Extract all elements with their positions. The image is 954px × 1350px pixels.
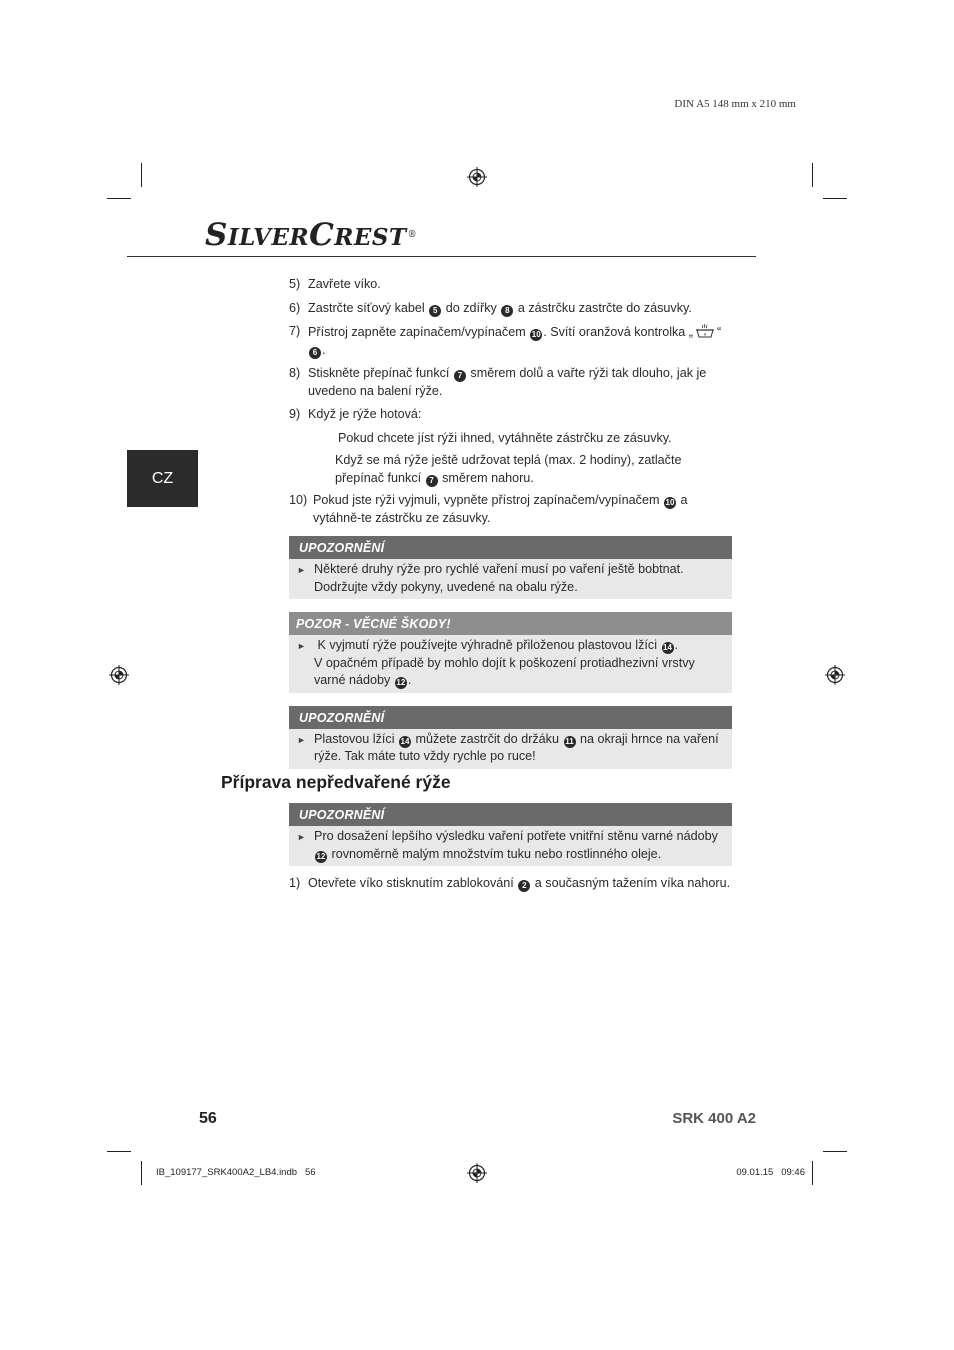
- crop-mark-icon: [141, 163, 142, 187]
- crop-mark-icon: [823, 198, 847, 199]
- registered-mark: ®: [407, 230, 418, 240]
- step-1: [289, 875, 732, 893]
- print-timestamp: 09.01.15 09:46: [736, 1167, 805, 1178]
- warning-heading: POZOR - VĚCNÉ ŠKODY!: [289, 612, 732, 635]
- registration-mark-icon: [467, 1163, 487, 1183]
- brand-letter: S: [205, 217, 228, 253]
- section-title: Příprava nepředvařené rýže: [221, 772, 451, 792]
- step-text: Když je rýže hotová:: [308, 407, 422, 421]
- brand-letters: ILVER: [227, 224, 310, 251]
- step-9: [289, 406, 732, 424]
- section-content: [289, 803, 732, 893]
- keep-warm-lamp-icon: [694, 323, 716, 340]
- part-number-badge: 7: [454, 370, 466, 382]
- crop-mark-icon: [141, 1161, 142, 1185]
- note-box: [289, 706, 732, 769]
- part-number-badge: 12: [316, 851, 326, 861]
- note-text: Některé druhy rýže pro rychlé vaření musí po vaření ještě bobtnat. Dodržujte vždy pokyny, uvedené na obalu rýže.: [314, 562, 684, 594]
- part-number-badge: 6: [309, 347, 321, 359]
- note-heading: UPOZORNĚNÍ: [289, 803, 732, 826]
- step-number: 10): [289, 493, 308, 507]
- part-number-badge: 10: [531, 330, 541, 339]
- step-text: Přístroj zapněte zapínačem/vypínačem 10 . Svítí oranžová kontrolka „ o “ 6 .: [308, 325, 722, 357]
- warning-text: K vyjmutí rýže používejte výhradně přiloženou plastovou lžíci 14 . V opačném případě by mohlo dojít k poškození protiadhezivní vrstvy varné nádoby 12 .: [314, 638, 695, 687]
- step-text: Zavřete víko.: [308, 277, 381, 291]
- page-number: 56: [199, 1110, 217, 1127]
- step-9-option-1: Pokud chcete jíst rýži ihned, vytáhněte zástrčku ze zásuvky.: [338, 430, 672, 445]
- step-8: [289, 365, 732, 400]
- crop-mark-icon: [107, 198, 131, 199]
- step-6: [289, 300, 732, 318]
- part-number-badge: 8: [501, 305, 513, 317]
- format-note: DIN A5 148 mm x 210 mm: [674, 98, 796, 110]
- part-number-badge: 10: [665, 498, 675, 507]
- step-text: Otevřete víko stisknutím zablokování 2 a současným tažením víka nahoru.: [308, 876, 731, 890]
- warning-body: [289, 635, 732, 693]
- part-number-badge: 2: [518, 880, 530, 892]
- triangle-bullet-icon: ►: [297, 641, 306, 651]
- crop-mark-icon: [107, 1151, 131, 1152]
- step-number: 8): [289, 366, 301, 380]
- note-heading: UPOZORNĚNÍ: [289, 706, 732, 729]
- step-10: [289, 492, 732, 527]
- part-number-badge: 7: [426, 475, 438, 487]
- step-9-option-2: Když se má rýže ještě udržovat teplá (max. 2 hodiny), zatlačte přepínač funkcí 7 směrem nahoru.: [335, 453, 682, 485]
- registration-mark-icon: [467, 167, 487, 187]
- crop-mark-icon: [812, 1161, 813, 1185]
- step-number: 5): [289, 277, 301, 291]
- warning-box: [289, 612, 732, 693]
- part-number-badge: 11: [565, 736, 574, 746]
- note-text: Pro dosažení lepšího výsledku vaření potřete vnitřní stěnu varné nádoby 12 rovnoměrně malým množstvím tuku nebo rostlinného oleje.: [314, 829, 718, 861]
- note-heading: UPOZORNĚNÍ: [289, 536, 732, 559]
- step-text: Stiskněte přepínač funkcí 7 směrem dolů a vařte rýži tak dlouho, jak je uvedeno na balení rýže.: [308, 366, 707, 398]
- model-name: SRK 400 A2: [672, 1110, 756, 1127]
- step-number: 1): [289, 876, 301, 890]
- note-box: [289, 536, 732, 599]
- svg-text:o: o: [703, 332, 707, 338]
- note-box: [289, 803, 732, 866]
- print-file-name: IB_109177_SRK400A2_LB4.indb 56: [156, 1167, 316, 1178]
- step-text: Zastrčte síťový kabel 5 do zdířky 8 a zástrčku zastrčte do zásuvky.: [308, 300, 692, 315]
- brand-logo: [205, 219, 417, 256]
- crop-mark-icon: [812, 163, 813, 187]
- step-number: 6): [289, 300, 301, 315]
- note-body: [289, 559, 732, 599]
- header-rule: [127, 256, 756, 257]
- note-text: Plastovou lžíci 14 můžete zastrčit do držáku 11 na okraji hrnce na vaření rýže. Tak máte tuto vždy rychle po ruce!: [314, 731, 719, 763]
- step-number: 7): [289, 324, 301, 338]
- step-text: Pokud jste rýži vyjmuli, vypněte přístroj zapínačem/vypínačem 10 a vytáhně-te zástrčku ze zásuvky.: [313, 493, 688, 525]
- crop-mark-icon: [823, 1151, 847, 1152]
- step-5: [289, 276, 732, 294]
- main-content: [289, 276, 732, 769]
- part-number-badge: 14: [663, 643, 672, 652]
- part-number-badge: 5: [429, 305, 441, 317]
- part-number-badge: 12: [396, 678, 406, 687]
- brand-letters: REST: [334, 224, 407, 251]
- note-body: [289, 826, 732, 866]
- triangle-bullet-icon: ►: [297, 832, 306, 842]
- part-number-badge: 14: [400, 736, 410, 746]
- registration-mark-icon: [109, 665, 129, 685]
- triangle-bullet-icon: ►: [297, 565, 306, 575]
- triangle-bullet-icon: ►: [297, 734, 306, 745]
- brand-letter: C: [309, 217, 335, 253]
- note-body: [289, 729, 732, 769]
- step-7: [289, 323, 732, 359]
- language-tab: CZ: [127, 450, 198, 507]
- step-number: 9): [289, 407, 301, 421]
- registration-mark-icon: [825, 665, 845, 685]
